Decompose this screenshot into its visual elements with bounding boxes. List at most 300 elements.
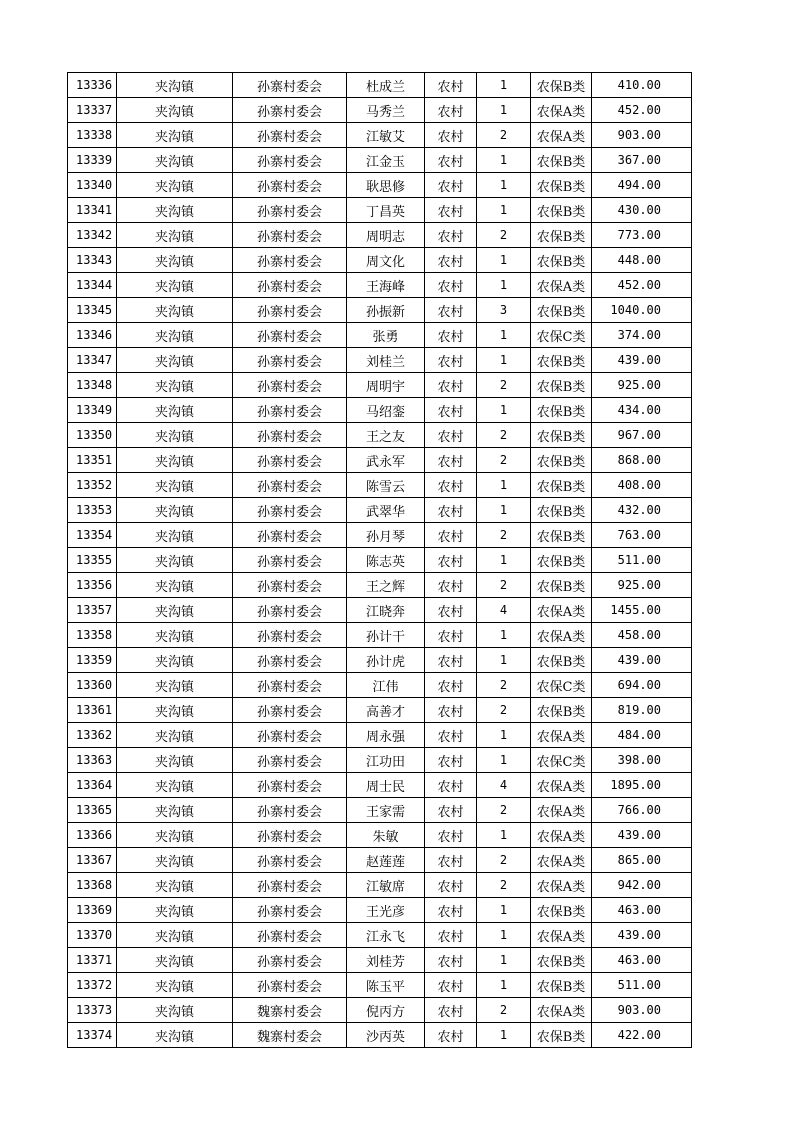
area-type-cell: 农村 xyxy=(425,798,477,823)
amount-cell: 448.00 xyxy=(592,248,692,273)
area-type-cell: 农村 xyxy=(425,498,477,523)
town-cell: 夹沟镇 xyxy=(117,648,233,673)
amount-cell: 439.00 xyxy=(592,923,692,948)
category-cell: 农保A类 xyxy=(531,823,592,848)
name-cell: 孙振新 xyxy=(347,298,425,323)
household-count-cell: 1 xyxy=(477,73,531,98)
record-id-cell: 13353 xyxy=(68,498,117,523)
record-id-cell: 13362 xyxy=(68,723,117,748)
amount-cell: 452.00 xyxy=(592,98,692,123)
table-row xyxy=(68,248,692,273)
household-count-cell: 1 xyxy=(477,898,531,923)
name-cell: 倪丙方 xyxy=(347,998,425,1023)
category-cell: 农保A类 xyxy=(531,623,592,648)
name-cell: 沙丙英 xyxy=(347,1023,425,1048)
table-row xyxy=(68,823,692,848)
category-cell: 农保B类 xyxy=(531,948,592,973)
record-id-cell: 13363 xyxy=(68,748,117,773)
record-id-cell: 13346 xyxy=(68,323,117,348)
table-row xyxy=(68,548,692,573)
household-count-cell: 1 xyxy=(477,923,531,948)
village-committee-cell: 孙寨村委会 xyxy=(233,748,347,773)
table-row xyxy=(68,373,692,398)
village-committee-cell: 孙寨村委会 xyxy=(233,248,347,273)
name-cell: 孙月琴 xyxy=(347,523,425,548)
table-row xyxy=(68,798,692,823)
town-cell: 夹沟镇 xyxy=(117,1023,233,1048)
category-cell: 农保B类 xyxy=(531,523,592,548)
record-id-cell: 13365 xyxy=(68,798,117,823)
household-count-cell: 1 xyxy=(477,748,531,773)
table-row xyxy=(68,748,692,773)
village-committee-cell: 孙寨村委会 xyxy=(233,173,347,198)
record-id-cell: 13350 xyxy=(68,423,117,448)
town-cell: 夹沟镇 xyxy=(117,323,233,348)
household-count-cell: 1 xyxy=(477,273,531,298)
area-type-cell: 农村 xyxy=(425,748,477,773)
category-cell: 农保B类 xyxy=(531,298,592,323)
table-row xyxy=(68,623,692,648)
household-count-cell: 2 xyxy=(477,998,531,1023)
village-committee-cell: 孙寨村委会 xyxy=(233,73,347,98)
village-committee-cell: 魏寨村委会 xyxy=(233,998,347,1023)
amount-cell: 408.00 xyxy=(592,473,692,498)
area-type-cell: 农村 xyxy=(425,98,477,123)
village-committee-cell: 孙寨村委会 xyxy=(233,848,347,873)
amount-cell: 865.00 xyxy=(592,848,692,873)
category-cell: 农保B类 xyxy=(531,973,592,998)
household-count-cell: 2 xyxy=(477,698,531,723)
category-cell: 农保A类 xyxy=(531,98,592,123)
amount-cell: 463.00 xyxy=(592,898,692,923)
household-count-cell: 1 xyxy=(477,723,531,748)
name-cell: 陈玉平 xyxy=(347,973,425,998)
name-cell: 马绍銮 xyxy=(347,398,425,423)
table-row xyxy=(68,1023,692,1048)
village-committee-cell: 孙寨村委会 xyxy=(233,823,347,848)
table-row xyxy=(68,698,692,723)
household-count-cell: 1 xyxy=(477,948,531,973)
name-cell: 赵莲莲 xyxy=(347,848,425,873)
household-count-cell: 1 xyxy=(477,98,531,123)
town-cell: 夹沟镇 xyxy=(117,823,233,848)
household-count-cell: 2 xyxy=(477,848,531,873)
amount-cell: 967.00 xyxy=(592,423,692,448)
table-row xyxy=(68,973,692,998)
household-count-cell: 1 xyxy=(477,823,531,848)
name-cell: 高善才 xyxy=(347,698,425,723)
area-type-cell: 农村 xyxy=(425,73,477,98)
household-count-cell: 4 xyxy=(477,773,531,798)
record-id-cell: 13354 xyxy=(68,523,117,548)
name-cell: 陈志英 xyxy=(347,548,425,573)
village-committee-cell: 孙寨村委会 xyxy=(233,273,347,298)
category-cell: 农保B类 xyxy=(531,148,592,173)
area-type-cell: 农村 xyxy=(425,698,477,723)
name-cell: 陈雪云 xyxy=(347,473,425,498)
category-cell: 农保B类 xyxy=(531,698,592,723)
amount-cell: 511.00 xyxy=(592,548,692,573)
name-cell: 江敏艾 xyxy=(347,123,425,148)
area-type-cell: 农村 xyxy=(425,198,477,223)
household-count-cell: 3 xyxy=(477,298,531,323)
category-cell: 农保A类 xyxy=(531,273,592,298)
amount-cell: 903.00 xyxy=(592,123,692,148)
table-row xyxy=(68,423,692,448)
table-row xyxy=(68,448,692,473)
area-type-cell: 农村 xyxy=(425,123,477,148)
village-committee-cell: 孙寨村委会 xyxy=(233,98,347,123)
amount-cell: 410.00 xyxy=(592,73,692,98)
record-id-cell: 13356 xyxy=(68,573,117,598)
table-row xyxy=(68,323,692,348)
village-committee-cell: 孙寨村委会 xyxy=(233,398,347,423)
village-committee-cell: 孙寨村委会 xyxy=(233,298,347,323)
amount-cell: 925.00 xyxy=(592,573,692,598)
town-cell: 夹沟镇 xyxy=(117,998,233,1023)
amount-cell: 494.00 xyxy=(592,173,692,198)
town-cell: 夹沟镇 xyxy=(117,898,233,923)
area-type-cell: 农村 xyxy=(425,948,477,973)
area-type-cell: 农村 xyxy=(425,623,477,648)
amount-cell: 458.00 xyxy=(592,623,692,648)
name-cell: 武永军 xyxy=(347,448,425,473)
table-row xyxy=(68,148,692,173)
village-committee-cell: 孙寨村委会 xyxy=(233,473,347,498)
village-committee-cell: 孙寨村委会 xyxy=(233,223,347,248)
category-cell: 农保B类 xyxy=(531,198,592,223)
amount-cell: 1040.00 xyxy=(592,298,692,323)
area-type-cell: 农村 xyxy=(425,773,477,798)
area-type-cell: 农村 xyxy=(425,398,477,423)
record-id-cell: 13339 xyxy=(68,148,117,173)
name-cell: 孙计虎 xyxy=(347,648,425,673)
town-cell: 夹沟镇 xyxy=(117,523,233,548)
village-committee-cell: 孙寨村委会 xyxy=(233,773,347,798)
town-cell: 夹沟镇 xyxy=(117,673,233,698)
town-cell: 夹沟镇 xyxy=(117,373,233,398)
amount-cell: 763.00 xyxy=(592,523,692,548)
amount-cell: 925.00 xyxy=(592,373,692,398)
category-cell: 农保B类 xyxy=(531,423,592,448)
amount-cell: 367.00 xyxy=(592,148,692,173)
town-cell: 夹沟镇 xyxy=(117,498,233,523)
table-row xyxy=(68,523,692,548)
name-cell: 周明志 xyxy=(347,223,425,248)
town-cell: 夹沟镇 xyxy=(117,98,233,123)
record-id-cell: 13343 xyxy=(68,248,117,273)
name-cell: 王之友 xyxy=(347,423,425,448)
village-committee-cell: 孙寨村委会 xyxy=(233,673,347,698)
name-cell: 耿思修 xyxy=(347,173,425,198)
category-cell: 农保C类 xyxy=(531,673,592,698)
amount-cell: 452.00 xyxy=(592,273,692,298)
household-count-cell: 2 xyxy=(477,673,531,698)
table-row xyxy=(68,198,692,223)
category-cell: 农保B类 xyxy=(531,373,592,398)
village-committee-cell: 孙寨村委会 xyxy=(233,798,347,823)
town-cell: 夹沟镇 xyxy=(117,148,233,173)
category-cell: 农保B类 xyxy=(531,498,592,523)
data-table xyxy=(67,72,692,1048)
household-count-cell: 1 xyxy=(477,173,531,198)
table-row xyxy=(68,273,692,298)
record-id-cell: 13345 xyxy=(68,298,117,323)
name-cell: 王之辉 xyxy=(347,573,425,598)
town-cell: 夹沟镇 xyxy=(117,973,233,998)
table-row xyxy=(68,648,692,673)
household-count-cell: 1 xyxy=(477,248,531,273)
village-committee-cell: 孙寨村委会 xyxy=(233,898,347,923)
village-committee-cell: 孙寨村委会 xyxy=(233,423,347,448)
area-type-cell: 农村 xyxy=(425,298,477,323)
name-cell: 江功田 xyxy=(347,748,425,773)
name-cell: 丁昌英 xyxy=(347,198,425,223)
amount-cell: 432.00 xyxy=(592,498,692,523)
town-cell: 夹沟镇 xyxy=(117,623,233,648)
table-row xyxy=(68,223,692,248)
record-id-cell: 13360 xyxy=(68,673,117,698)
area-type-cell: 农村 xyxy=(425,673,477,698)
town-cell: 夹沟镇 xyxy=(117,798,233,823)
table-row xyxy=(68,298,692,323)
record-id-cell: 13348 xyxy=(68,373,117,398)
record-id-cell: 13352 xyxy=(68,473,117,498)
village-committee-cell: 孙寨村委会 xyxy=(233,373,347,398)
table-row xyxy=(68,498,692,523)
record-id-cell: 13372 xyxy=(68,973,117,998)
amount-cell: 398.00 xyxy=(592,748,692,773)
table-row xyxy=(68,73,692,98)
town-cell: 夹沟镇 xyxy=(117,598,233,623)
village-committee-cell: 孙寨村委会 xyxy=(233,523,347,548)
amount-cell: 1455.00 xyxy=(592,598,692,623)
category-cell: 农保A类 xyxy=(531,923,592,948)
area-type-cell: 农村 xyxy=(425,898,477,923)
area-type-cell: 农村 xyxy=(425,923,477,948)
table-row xyxy=(68,948,692,973)
amount-cell: 903.00 xyxy=(592,998,692,1023)
town-cell: 夹沟镇 xyxy=(117,873,233,898)
household-count-cell: 1 xyxy=(477,323,531,348)
category-cell: 农保A类 xyxy=(531,798,592,823)
name-cell: 杜成兰 xyxy=(347,73,425,98)
amount-cell: 430.00 xyxy=(592,198,692,223)
category-cell: 农保B类 xyxy=(531,473,592,498)
amount-cell: 439.00 xyxy=(592,823,692,848)
town-cell: 夹沟镇 xyxy=(117,473,233,498)
town-cell: 夹沟镇 xyxy=(117,348,233,373)
name-cell: 刘桂兰 xyxy=(347,348,425,373)
amount-cell: 694.00 xyxy=(592,673,692,698)
town-cell: 夹沟镇 xyxy=(117,548,233,573)
name-cell: 王光彦 xyxy=(347,898,425,923)
category-cell: 农保B类 xyxy=(531,573,592,598)
area-type-cell: 农村 xyxy=(425,423,477,448)
household-count-cell: 2 xyxy=(477,423,531,448)
name-cell: 江晓奔 xyxy=(347,598,425,623)
amount-cell: 942.00 xyxy=(592,873,692,898)
amount-cell: 439.00 xyxy=(592,648,692,673)
household-count-cell: 2 xyxy=(477,798,531,823)
town-cell: 夹沟镇 xyxy=(117,698,233,723)
village-committee-cell: 孙寨村委会 xyxy=(233,923,347,948)
household-count-cell: 1 xyxy=(477,398,531,423)
name-cell: 朱敏 xyxy=(347,823,425,848)
name-cell: 刘桂芳 xyxy=(347,948,425,973)
area-type-cell: 农村 xyxy=(425,348,477,373)
record-id-cell: 13341 xyxy=(68,198,117,223)
town-cell: 夹沟镇 xyxy=(117,248,233,273)
area-type-cell: 农村 xyxy=(425,848,477,873)
town-cell: 夹沟镇 xyxy=(117,448,233,473)
household-count-cell: 1 xyxy=(477,1023,531,1048)
table-row xyxy=(68,873,692,898)
record-id-cell: 13374 xyxy=(68,1023,117,1048)
table-row xyxy=(68,98,692,123)
category-cell: 农保A类 xyxy=(531,723,592,748)
category-cell: 农保C类 xyxy=(531,748,592,773)
area-type-cell: 农村 xyxy=(425,548,477,573)
table-row xyxy=(68,773,692,798)
amount-cell: 439.00 xyxy=(592,348,692,373)
category-cell: 农保B类 xyxy=(531,173,592,198)
village-committee-cell: 孙寨村委会 xyxy=(233,548,347,573)
town-cell: 夹沟镇 xyxy=(117,948,233,973)
table-row xyxy=(68,573,692,598)
record-id-cell: 13355 xyxy=(68,548,117,573)
area-type-cell: 农村 xyxy=(425,648,477,673)
amount-cell: 819.00 xyxy=(592,698,692,723)
village-committee-cell: 孙寨村委会 xyxy=(233,723,347,748)
town-cell: 夹沟镇 xyxy=(117,573,233,598)
area-type-cell: 农村 xyxy=(425,973,477,998)
village-committee-cell: 孙寨村委会 xyxy=(233,448,347,473)
name-cell: 孙计干 xyxy=(347,623,425,648)
amount-cell: 1895.00 xyxy=(592,773,692,798)
area-type-cell: 农村 xyxy=(425,998,477,1023)
area-type-cell: 农村 xyxy=(425,448,477,473)
village-committee-cell: 孙寨村委会 xyxy=(233,598,347,623)
household-count-cell: 1 xyxy=(477,498,531,523)
record-id-cell: 13351 xyxy=(68,448,117,473)
category-cell: 农保B类 xyxy=(531,398,592,423)
table-row xyxy=(68,898,692,923)
village-committee-cell: 孙寨村委会 xyxy=(233,973,347,998)
area-type-cell: 农村 xyxy=(425,873,477,898)
category-cell: 农保B类 xyxy=(531,348,592,373)
table-row xyxy=(68,998,692,1023)
amount-cell: 773.00 xyxy=(592,223,692,248)
record-id-cell: 13347 xyxy=(68,348,117,373)
record-id-cell: 13344 xyxy=(68,273,117,298)
category-cell: 农保B类 xyxy=(531,223,592,248)
name-cell: 张勇 xyxy=(347,323,425,348)
household-count-cell: 1 xyxy=(477,648,531,673)
name-cell: 周明宇 xyxy=(347,373,425,398)
category-cell: 农保B类 xyxy=(531,248,592,273)
household-count-cell: 1 xyxy=(477,973,531,998)
town-cell: 夹沟镇 xyxy=(117,723,233,748)
household-count-cell: 4 xyxy=(477,598,531,623)
amount-cell: 422.00 xyxy=(592,1023,692,1048)
category-cell: 农保A类 xyxy=(531,598,592,623)
area-type-cell: 农村 xyxy=(425,323,477,348)
name-cell: 王海峰 xyxy=(347,273,425,298)
name-cell: 王家需 xyxy=(347,798,425,823)
table-row xyxy=(68,398,692,423)
amount-cell: 511.00 xyxy=(592,973,692,998)
record-id-cell: 13371 xyxy=(68,948,117,973)
table-row xyxy=(68,673,692,698)
table-row xyxy=(68,923,692,948)
table-row xyxy=(68,598,692,623)
area-type-cell: 农村 xyxy=(425,823,477,848)
household-count-cell: 2 xyxy=(477,523,531,548)
record-id-cell: 13361 xyxy=(68,698,117,723)
household-count-cell: 2 xyxy=(477,448,531,473)
area-type-cell: 农村 xyxy=(425,573,477,598)
name-cell: 武翠华 xyxy=(347,498,425,523)
household-count-cell: 2 xyxy=(477,573,531,598)
town-cell: 夹沟镇 xyxy=(117,923,233,948)
name-cell: 周永强 xyxy=(347,723,425,748)
record-id-cell: 13358 xyxy=(68,623,117,648)
table-row xyxy=(68,348,692,373)
name-cell: 江伟 xyxy=(347,673,425,698)
name-cell: 周文化 xyxy=(347,248,425,273)
category-cell: 农保A类 xyxy=(531,873,592,898)
town-cell: 夹沟镇 xyxy=(117,848,233,873)
town-cell: 夹沟镇 xyxy=(117,123,233,148)
table-row xyxy=(68,173,692,198)
household-count-cell: 2 xyxy=(477,223,531,248)
table-row xyxy=(68,473,692,498)
amount-cell: 484.00 xyxy=(592,723,692,748)
category-cell: 农保A类 xyxy=(531,848,592,873)
household-count-cell: 2 xyxy=(477,873,531,898)
town-cell: 夹沟镇 xyxy=(117,773,233,798)
record-id-cell: 13342 xyxy=(68,223,117,248)
name-cell: 周士民 xyxy=(347,773,425,798)
household-count-cell: 1 xyxy=(477,473,531,498)
village-committee-cell: 孙寨村委会 xyxy=(233,573,347,598)
village-committee-cell: 孙寨村委会 xyxy=(233,623,347,648)
town-cell: 夹沟镇 xyxy=(117,423,233,448)
area-type-cell: 农村 xyxy=(425,273,477,298)
village-committee-cell: 孙寨村委会 xyxy=(233,198,347,223)
town-cell: 夹沟镇 xyxy=(117,273,233,298)
table-row xyxy=(68,723,692,748)
record-id-cell: 13367 xyxy=(68,848,117,873)
household-count-cell: 2 xyxy=(477,123,531,148)
household-count-cell: 1 xyxy=(477,623,531,648)
area-type-cell: 农村 xyxy=(425,248,477,273)
area-type-cell: 农村 xyxy=(425,723,477,748)
household-count-cell: 1 xyxy=(477,348,531,373)
category-cell: 农保A类 xyxy=(531,773,592,798)
record-id-cell: 13370 xyxy=(68,923,117,948)
category-cell: 农保C类 xyxy=(531,323,592,348)
category-cell: 农保B类 xyxy=(531,548,592,573)
name-cell: 江敏席 xyxy=(347,873,425,898)
area-type-cell: 农村 xyxy=(425,523,477,548)
town-cell: 夹沟镇 xyxy=(117,73,233,98)
household-count-cell: 2 xyxy=(477,373,531,398)
name-cell: 江金玉 xyxy=(347,148,425,173)
village-committee-cell: 孙寨村委会 xyxy=(233,948,347,973)
amount-cell: 868.00 xyxy=(592,448,692,473)
